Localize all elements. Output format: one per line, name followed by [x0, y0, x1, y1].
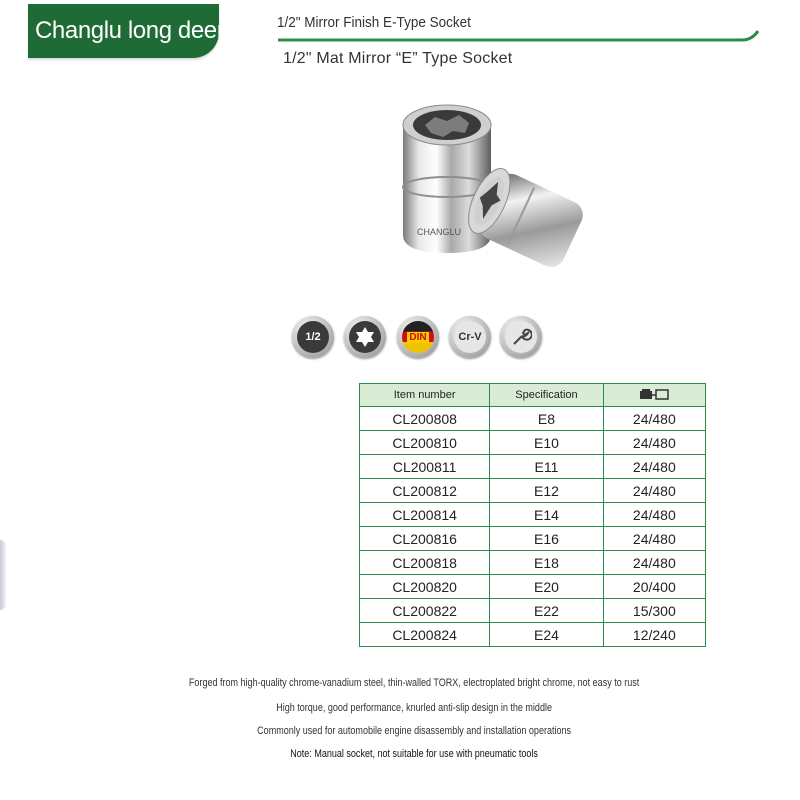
specification-cell: E11 — [490, 455, 603, 479]
specification-cell: E16 — [490, 527, 603, 551]
item-number-cell: CL200820 — [360, 575, 490, 599]
item-number-cell: CL200822 — [360, 599, 490, 623]
packing-cell: 12/240 — [603, 623, 705, 647]
packing-cell: 24/480 — [603, 551, 705, 575]
table-row — [360, 479, 706, 503]
table-row — [360, 575, 706, 599]
item-number-cell: CL200810 — [360, 431, 490, 455]
page-title: 1/2" Mirror Finish E-Type Socket — [277, 14, 471, 31]
packing-cell: 24/480 — [603, 479, 705, 503]
din-standard-icon — [402, 321, 434, 353]
table-row — [360, 623, 706, 647]
specification-cell: E12 — [490, 479, 603, 503]
packing-cell: 24/480 — [603, 431, 705, 455]
specification-cell: E24 — [490, 623, 603, 647]
specification-cell: E18 — [490, 551, 603, 575]
table-row — [360, 455, 706, 479]
packing-cell: 20/400 — [603, 575, 705, 599]
brand-banner — [28, 4, 225, 58]
packing-cell: 24/480 — [603, 407, 705, 431]
packing-cell: 24/480 — [603, 455, 705, 479]
specification-cell: E10 — [490, 431, 603, 455]
socket-product-image — [395, 95, 635, 295]
item-number-cell: CL200808 — [360, 407, 490, 431]
item-number-cell: CL200814 — [360, 503, 490, 527]
spec-table — [359, 383, 706, 647]
badge-label: DIN — [409, 331, 427, 343]
column-header-specification: Specification — [490, 384, 603, 407]
left-edge-decoration — [0, 540, 6, 610]
badge-label: 1/2 — [305, 331, 321, 343]
table-row — [360, 503, 706, 527]
badge-label: Cr-V — [458, 331, 482, 343]
feature-note-usage: Commonly used for automobile engine disassembly and installation operations — [257, 725, 572, 737]
packing-cell: 15/300 — [603, 599, 705, 623]
brand-name: Changlu long deer — [35, 17, 225, 44]
table-row — [360, 551, 706, 575]
packing-cell: 24/480 — [603, 527, 705, 551]
specification-cell: E20 — [490, 575, 603, 599]
badge-torx — [344, 316, 386, 358]
item-number-cell: CL200824 — [360, 623, 490, 647]
package-box-icon — [639, 388, 669, 400]
page-subtitle: 1/2" Mat Mirror “E” Type Socket — [283, 50, 513, 67]
badge-wrench — [500, 316, 542, 358]
item-number-cell: CL200812 — [360, 479, 490, 503]
specification-cell: E14 — [490, 503, 603, 527]
svg-text:CHANGLU: CHANGLU — [417, 227, 462, 237]
feature-note-material: Forged from high-quality chrome-vanadium steel, thin-walled TORX, electroplated bright chrome, not easy to rust — [188, 677, 640, 689]
half-inch-drive-icon — [297, 321, 329, 353]
warning-note: Note: Manual socket, not suitable for use with pneumatic tools — [290, 748, 538, 760]
table-row — [360, 527, 706, 551]
table-row — [360, 599, 706, 623]
badge-din — [397, 316, 439, 358]
specification-cell: E8 — [490, 407, 603, 431]
column-header-item-number: Item number — [360, 384, 490, 407]
badge-half-inch — [292, 316, 334, 358]
item-number-cell: CL200811 — [360, 455, 490, 479]
item-number-cell: CL200818 — [360, 551, 490, 575]
table-row — [360, 407, 706, 431]
column-header-packing — [603, 384, 705, 407]
specification-cell: E22 — [490, 599, 603, 623]
table-header-row — [360, 384, 706, 407]
crv-steel-icon — [454, 321, 486, 353]
wrench-icon — [505, 321, 537, 353]
packing-cell: 24/480 — [603, 503, 705, 527]
table-row — [360, 431, 706, 455]
feature-note-torque: High torque, good performance, knurled anti-slip design in the middle — [276, 702, 552, 714]
badge-crv — [449, 316, 491, 358]
item-number-cell: CL200816 — [360, 527, 490, 551]
torx-star-icon — [349, 321, 381, 353]
